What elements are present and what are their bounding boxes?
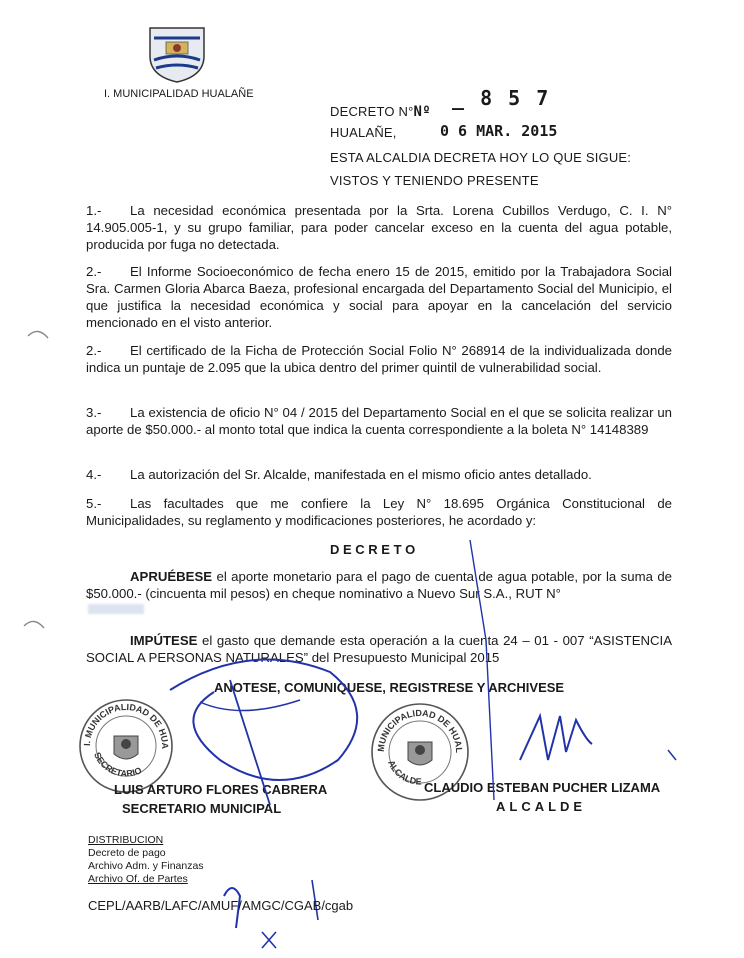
vistos-heading: VISTOS Y TENIENDO PRESENTE <box>330 173 539 188</box>
consideration-5: 4.- La autorización del Sr. Alcalde, manifestada en el mismo oficio antes detallado. <box>86 467 592 482</box>
secretary-name: LUIS ARTURO FLORES CABRERA <box>114 782 328 797</box>
consideration-2: 2.- El Informe Socioeconómico de fecha enero 15 de 2015, emitido por la Trabajadora Social Sra. Carmen Gloria Abarca Baeza, profesional encargada del Departamento Social del Municipio, el que justifica la necesidad económica y social para apoyar en la cancelación del servicio mencionado en el visto anterior. <box>86 264 672 330</box>
distribution-title: DISTRIBUCION <box>88 834 164 846</box>
left-stamp-text: I. MUNICIPALIDAD DE HUA <box>81 701 171 750</box>
initials-line: CEPL/AARB/LAFC/AMUF/AMGC/CGAB/cgab <box>88 898 354 913</box>
distribution-block <box>88 834 204 886</box>
decree-label: DECRETO N°Nº <box>330 104 431 120</box>
distribution-item: Decreto de pago <box>88 847 166 859</box>
consideration-1: 1.- La necesidad económica presentada por la Srta. Lorena Cubillos Verdugo, C. I. N° 14.905.005-1, y su grupo familiar, para poder cancelar exceso en la cuenta del agua potable, producida por fuga no detectada. <box>86 203 672 252</box>
consideration-3: 2.- El certificado de la Ficha de Protección Social Folio N° 268914 de la individualizada donde indica un puntaje de 2.095 que la ubica dentro del primer quintil de vulnerabilidad social. <box>86 343 672 375</box>
municipality-name: I. MUNICIPALIDAD HUALAÑE <box>104 88 254 100</box>
consideration-4: 3.- La existencia de oficio N° 04 / 2015 del Departamento Social en el que se solicita realizar un aporte de $50.000.- al monto total que indica la cuenta correspondiente a la boleta N° 14148389 <box>86 405 672 437</box>
municipal-crest <box>146 26 208 84</box>
secretary-stamp <box>76 696 176 796</box>
approve-paragraph: APRUÉBESE el aporte monetario para el pago de cuenta de agua potable, por la suma de $50.000.- (cincuenta mil pesos) en cheque nominativo a Nuevo Sur S.A., RUT N° <box>86 569 672 601</box>
decree-date: 0 6 MAR. 2015 <box>440 122 558 140</box>
left-stamp-bottom: SECRETARIO <box>92 750 144 779</box>
decree-mark: Nº <box>413 104 431 120</box>
charge-paragraph: IMPÚTESE el gasto que demande esta operación a la cuenta 24 – 01 - 007 “ASISTENCIA SOCIAL A PERSONAS NATURALES” del Presupuesto Municipal 2015 <box>86 633 672 665</box>
secretary-title: SECRETARIO MUNICIPAL <box>122 801 282 816</box>
redacted-rut <box>88 604 144 614</box>
closing-statement: ANOTESE, COMUNIQUESE, REGISTRESE Y ARCHIVESE <box>214 680 565 695</box>
decree-place: HUALAÑE, <box>330 125 397 140</box>
distribution-item: Archivo Of. de Partes <box>88 873 188 885</box>
decree-number: _ 8 5 7 <box>452 86 551 110</box>
right-stamp-bottom: ALCALDE <box>386 758 422 787</box>
mayor-title: ALCALDE <box>496 799 587 814</box>
distribution-item: Archivo Adm. y Finanzas <box>88 860 204 872</box>
decree-heading: D E C R E T O <box>330 542 416 557</box>
decree-intro: ESTA ALCALDIA DECRETA HOY LO QUE SIGUE: <box>330 150 632 165</box>
mayor-name: CLAUDIO ESTEBAN PUCHER LIZAMA <box>424 780 661 795</box>
right-stamp-text: MUNICIPALIDAD DE HUAL <box>375 707 465 754</box>
consideration-6: 5.- Las facultades que me confiere la Ley N° 18.695 Orgánica Constitucional de Municipalidades, su reglamento y modificaciones posteriores, he acordado y: <box>86 496 672 528</box>
